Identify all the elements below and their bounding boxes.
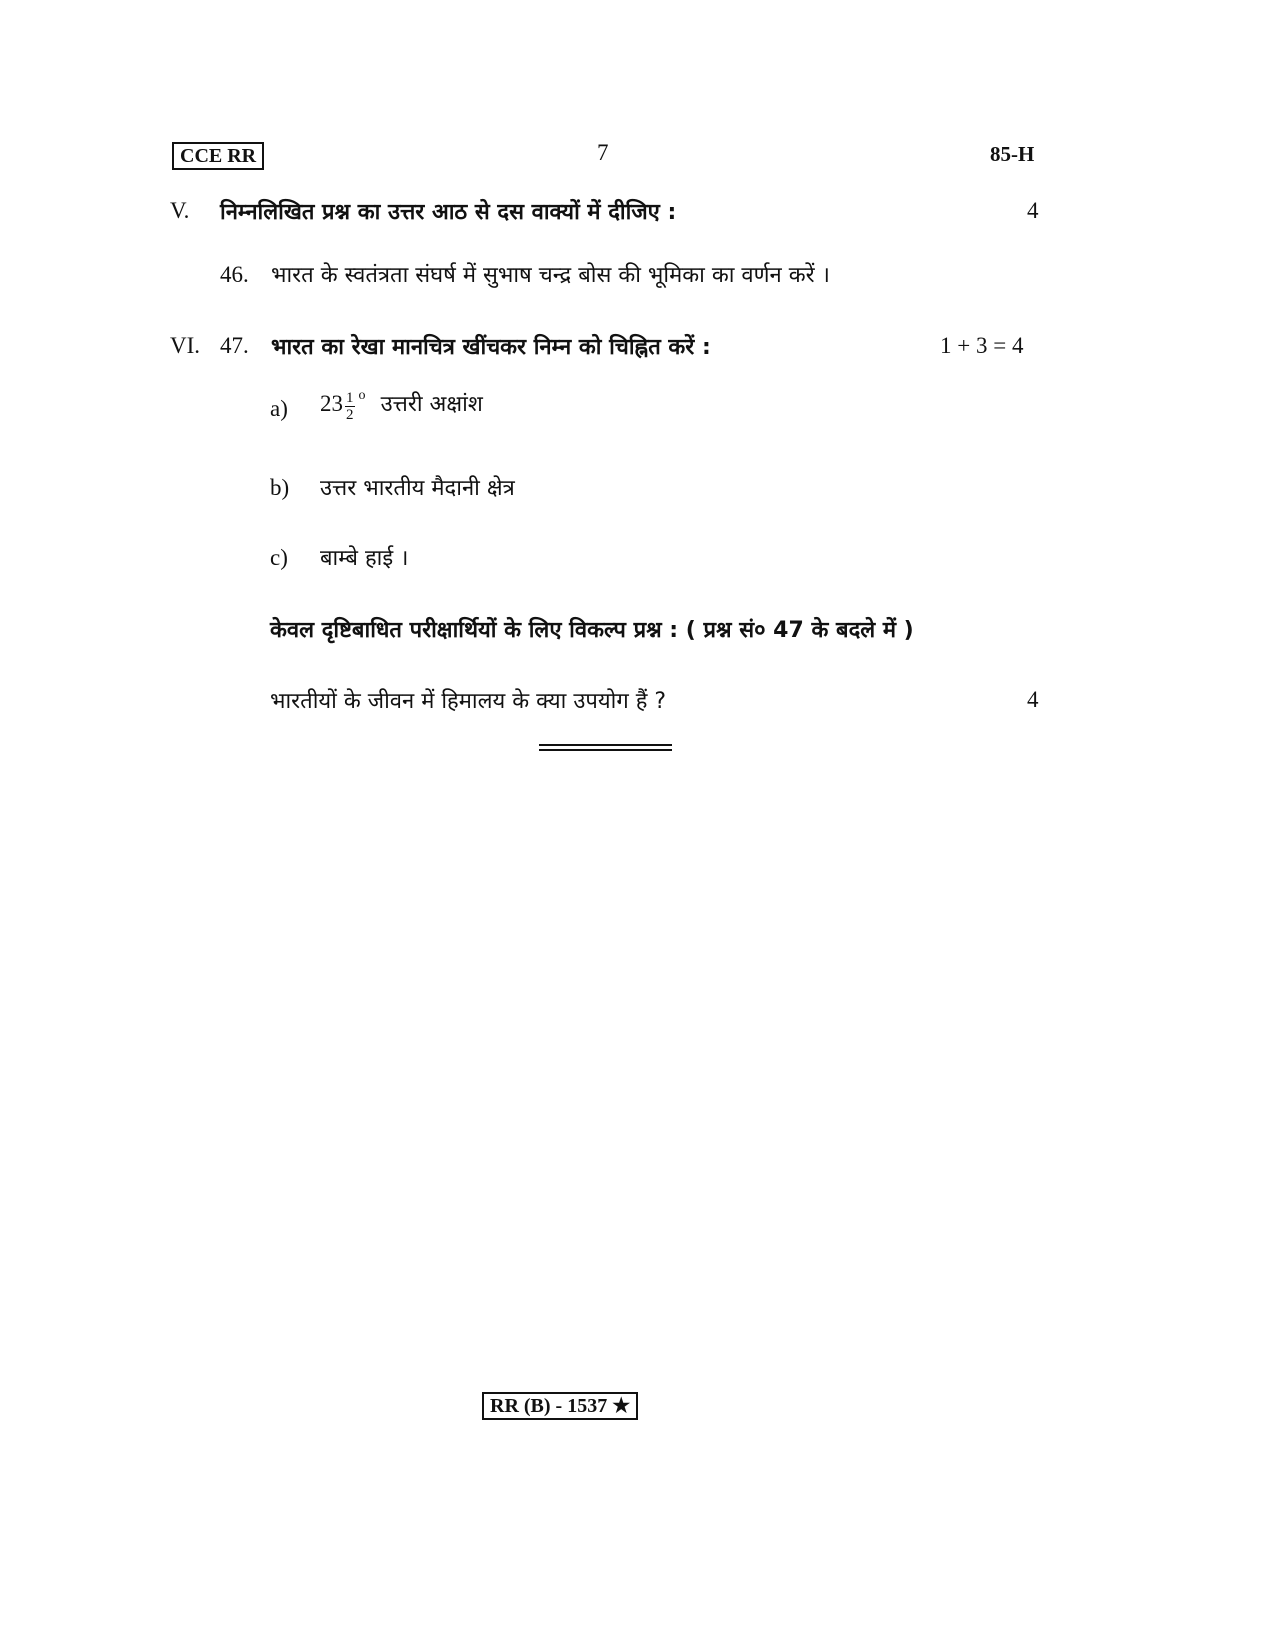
alternate-question-marks: 4 bbox=[1027, 687, 1039, 712]
paper-code: 85-H bbox=[990, 142, 1035, 166]
question-47-marks: 1 + 3 = 4 bbox=[940, 333, 1024, 358]
question-46-text: भारत के स्वतंत्रता संघर्ष में सुभाष चन्द्र बोस की भूमिका का वर्णन करें । bbox=[271, 263, 830, 288]
section-v-marks: 4 bbox=[1027, 198, 1039, 223]
end-of-paper-rule bbox=[539, 744, 672, 751]
section-v-roman: V. bbox=[170, 198, 190, 223]
item-b-label: b) bbox=[270, 475, 290, 500]
item-c-text: बाम्बे हाई । bbox=[320, 546, 409, 571]
star-icon: ★ bbox=[612, 1395, 631, 1417]
degree-symbol: o bbox=[358, 388, 366, 403]
page-number: 7 bbox=[597, 140, 609, 165]
alternate-question-text: भारतीयों के जीवन में हिमालय के क्या उपयोग हैं ? bbox=[270, 689, 667, 714]
item-a-label: a) bbox=[270, 396, 288, 421]
question-47-number: 47. bbox=[220, 333, 249, 358]
item-b-text: उत्तर भारतीय मैदानी क्षेत्र bbox=[320, 476, 515, 501]
footer-code-box bbox=[482, 1392, 638, 1420]
footer-code: RR (B) - 1537 bbox=[490, 1395, 608, 1417]
item-a-latitude bbox=[320, 388, 483, 423]
latitude-whole: 23 bbox=[320, 391, 343, 416]
item-a-text: उत्तरी अक्षांश bbox=[380, 392, 483, 417]
alternate-question-heading: केवल दृष्टिबाधित परीक्षार्थियों के लिए विकल्प प्रश्न : ( प्रश्न सं० 47 के बदले में ) bbox=[270, 618, 914, 643]
item-c-label: c) bbox=[270, 545, 288, 570]
question-47-instruction: भारत का रेखा मानचित्र खींचकर निम्न को चिह्नित करें : bbox=[271, 335, 711, 360]
question-46-number: 46. bbox=[220, 262, 249, 287]
latitude-fraction bbox=[345, 390, 355, 423]
fraction-numerator: 1 bbox=[346, 390, 354, 406]
fraction-denominator: 2 bbox=[346, 407, 354, 423]
section-vi-roman: VI. bbox=[170, 333, 201, 358]
section-v-instruction: निम्नलिखित प्रश्न का उत्तर आठ से दस वाक्यों में दीजिए : bbox=[220, 200, 677, 225]
paper-series-box: CCE RR bbox=[172, 142, 264, 170]
